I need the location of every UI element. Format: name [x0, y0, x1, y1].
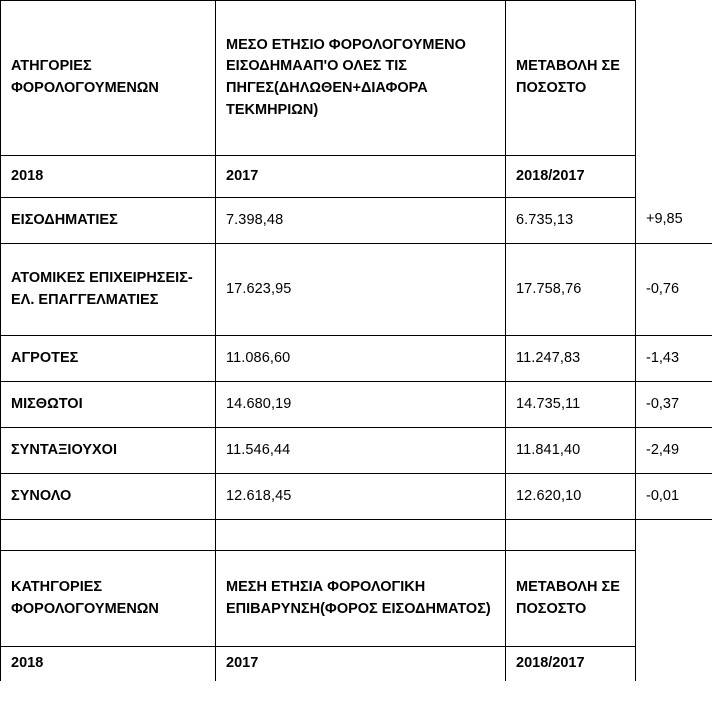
spacer-cell-3 — [506, 520, 636, 551]
row-value-2017: 12.620,10 — [506, 474, 636, 520]
tables-spacer-row — [1, 520, 712, 551]
row-value-2018: 11.086,60 — [216, 336, 506, 382]
spacer-cell-4 — [636, 520, 712, 551]
table2-header-spare — [636, 551, 712, 647]
row-change-pct: -2,49 — [636, 428, 712, 474]
table2-header-row — [1, 551, 712, 647]
table2-subheader-2017: 2017 — [216, 647, 506, 681]
row-value-2018: 7.398,48 — [216, 198, 506, 244]
table1-subheader-spare — [636, 156, 712, 198]
table2-subheader-row — [1, 647, 712, 681]
row-value-2017: 11.841,40 — [506, 428, 636, 474]
table2-subheader-ratio: 2018/2017 — [506, 647, 636, 681]
table-row — [1, 474, 712, 520]
table1-header-income: ΜΕΣΟ ΕΤΗΣΙΟ ΦΟΡΟΛΟΓΟΥΜΕΝΟ ΕΙΣΟΔΗΜΑΑΠ'Ο ΟΛΕΣ ΤΙΣ ΠΗΓΕΣ(ΔΗΛΩΘΕΝ+ΔΙΑΦΟΡΑ ΤΕΚΜΗΡΙΩΝ) — [216, 1, 506, 156]
table-row — [1, 428, 712, 474]
row-value-2017: 11.247,83 — [506, 336, 636, 382]
row-change-pct: -0,76 — [636, 244, 712, 336]
table2-header-categories: ΚΑΤΗΓΟΡΙΕΣ ΦΟΡΟΛΟΓΟΥΜΕΝΩΝ — [1, 551, 216, 647]
row-category: ΣΥΝΤΑΞΙΟΥΧΟΙ — [1, 428, 216, 474]
row-value-2018: 14.680,19 — [216, 382, 506, 428]
row-value-2018: 17.623,95 — [216, 244, 506, 336]
table1-subheader-ratio: 2018/2017 — [506, 156, 636, 198]
table2-subheader-2018: 2018 — [1, 647, 216, 681]
table-row — [1, 336, 712, 382]
table1-subheader-2018: 2018 — [1, 156, 216, 198]
table1-subheader-row — [1, 156, 712, 198]
row-category: ΑΓΡΟΤΕΣ — [1, 336, 216, 382]
row-value-2018: 12.618,45 — [216, 474, 506, 520]
table1-header-categories: ΑΤΗΓΟΡΙΕΣ ΦΟΡΟΛΟΓΟΥΜΕΝΩΝ — [1, 1, 216, 156]
row-category: ΣΥΝΟΛΟ — [1, 474, 216, 520]
row-value-2017: 6.735,13 — [506, 198, 636, 244]
spacer-cell-2 — [216, 520, 506, 551]
row-value-2017: 17.758,76 — [506, 244, 636, 336]
table2-subheader-spare — [636, 647, 712, 681]
row-value-2018: 11.546,44 — [216, 428, 506, 474]
spacer-cell-1 — [1, 520, 216, 551]
row-category: ΜΙΣΘΩΤΟΙ — [1, 382, 216, 428]
table2-header-change: ΜΕΤΑΒΟΛΗ ΣΕ ΠΟΣΟΣΤΟ — [506, 551, 636, 647]
table-row — [1, 244, 712, 336]
table1-header-spare — [636, 1, 712, 156]
table1-header-row — [1, 1, 712, 156]
table1-subheader-2017: 2017 — [216, 156, 506, 198]
row-change-pct: -0,01 — [636, 474, 712, 520]
row-category: ΕΙΣΟΔΗΜΑΤΙΕΣ — [1, 198, 216, 244]
row-change-pct: -1,43 — [636, 336, 712, 382]
table-row — [1, 382, 712, 428]
row-change-pct: -0,37 — [636, 382, 712, 428]
row-category: ΑΤΟΜΙΚΕΣ ΕΠΙΧΕΙΡΗΣΕΙΣ-ΕΛ. ΕΠΑΓΓΕΛΜΑΤΙΕΣ — [1, 244, 216, 336]
table-row — [1, 198, 712, 244]
row-value-2017: 14.735,11 — [506, 382, 636, 428]
row-change-pct: +9,85 — [636, 198, 712, 244]
table2-header-tax-burden: ΜΕΣΗ ΕΤΗΣΙΑ ΦΟΡΟΛΟΓΙΚΗ ΕΠΙΒΑΡΥΝΣΗ(ΦΟΡΟΣ ΕΙΣΟΔΗΜΑΤΟΣ) — [216, 551, 506, 647]
table1-header-change: ΜΕΤΑΒΟΛΗ ΣΕ ΠΟΣΟΣΤΟ — [506, 1, 636, 156]
